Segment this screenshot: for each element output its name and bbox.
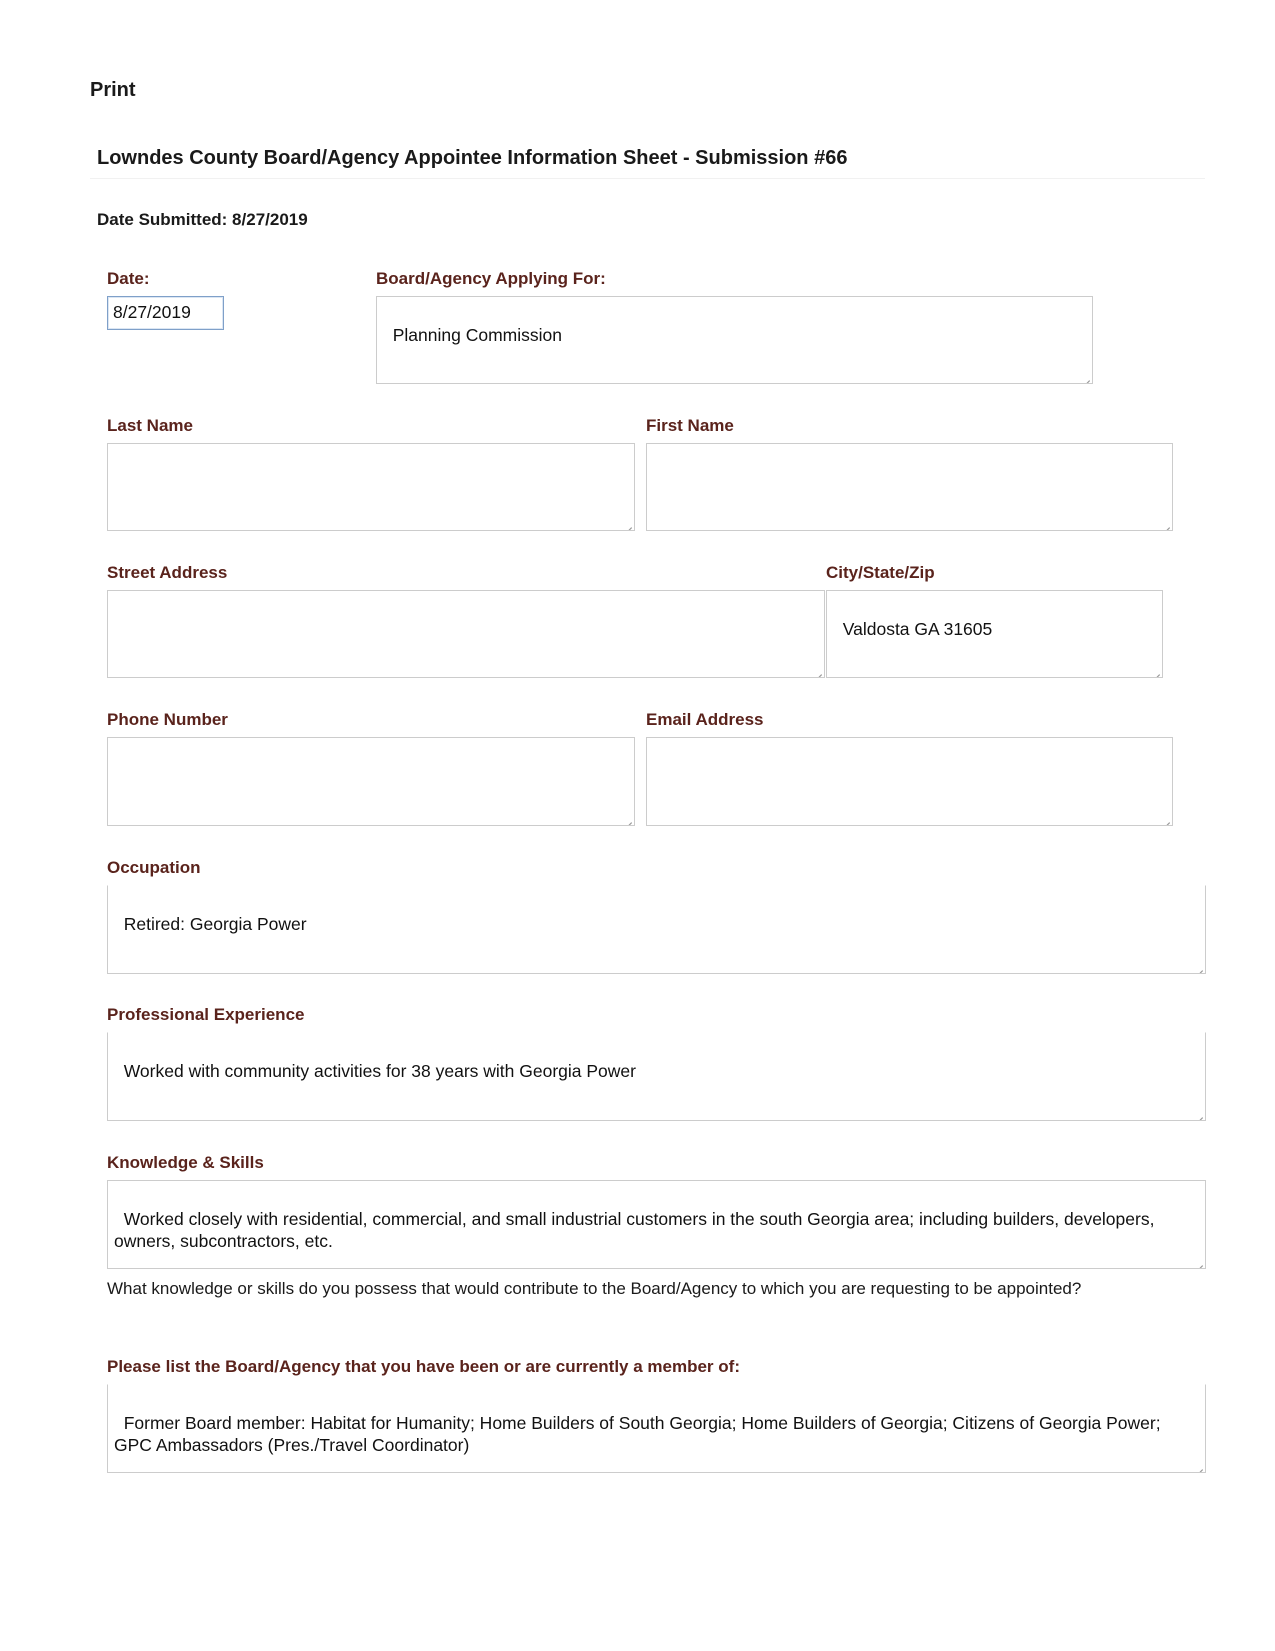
first-name-textarea[interactable] xyxy=(646,443,1173,531)
date-input[interactable]: 8/27/2019 xyxy=(107,296,224,330)
resize-grip-icon[interactable] xyxy=(812,665,822,675)
resize-grip-icon[interactable] xyxy=(1080,371,1090,381)
first-name-label: First Name xyxy=(646,416,734,435)
board-membership-value: Former Board member: Habitat for Humanity; Home Builders of South Georgia; Home Builders of Georgia; Citizens of Georgia Power; GPC Ambassadors (Pres./Travel Coordinator) xyxy=(114,1413,1166,1455)
city-state-zip-label: City/State/Zip xyxy=(826,563,935,582)
resize-grip-icon[interactable] xyxy=(1193,1460,1203,1470)
knowledge-skills-label: Knowledge & Skills xyxy=(107,1153,264,1172)
board-agency-textarea[interactable] xyxy=(376,296,1093,384)
street-address-label: Street Address xyxy=(107,563,228,582)
occupation-label: Occupation xyxy=(107,858,201,877)
last-name-label: Last Name xyxy=(107,416,193,435)
professional-experience-textarea[interactable] xyxy=(107,1032,1206,1121)
occupation-value: Retired: Georgia Power xyxy=(123,914,307,934)
city-state-zip-textarea[interactable] xyxy=(826,590,1163,678)
resize-grip-icon[interactable] xyxy=(1160,518,1170,528)
phone-number-textarea[interactable] xyxy=(107,737,635,826)
print-link[interactable]: Print xyxy=(90,79,136,101)
knowledge-skills-value: Worked closely with residential, commercial, and small industrial customers in the south Georgia area; including builders, developers, owners, subcontractors, etc. xyxy=(114,1209,1160,1251)
resize-grip-icon[interactable] xyxy=(622,518,632,528)
email-address-label: Email Address xyxy=(646,710,764,729)
resize-grip-icon[interactable] xyxy=(1160,813,1170,823)
resize-grip-icon[interactable] xyxy=(1193,961,1203,971)
phone-number-label: Phone Number xyxy=(107,710,228,729)
board-agency-label: Board/Agency Applying For: xyxy=(376,269,606,288)
board-membership-textarea[interactable] xyxy=(107,1384,1206,1473)
board-membership-label: Please list the Board/Agency that you have been or are currently a member of: xyxy=(107,1357,740,1376)
resize-grip-icon[interactable] xyxy=(1193,1108,1203,1118)
occupation-textarea[interactable] xyxy=(107,885,1206,974)
resize-grip-icon[interactable] xyxy=(622,813,632,823)
email-address-textarea[interactable] xyxy=(646,737,1173,826)
street-address-textarea[interactable] xyxy=(107,590,825,678)
city-state-zip-value: Valdosta GA 31605 xyxy=(842,619,993,639)
knowledge-skills-help-text: What knowledge or skills do you possess that would contribute to the Board/Agency to which you are requesting to be appointed? xyxy=(107,1279,1082,1298)
resize-grip-icon[interactable] xyxy=(1150,665,1160,675)
knowledge-skills-textarea[interactable] xyxy=(107,1180,1206,1269)
board-agency-value: Planning Commission xyxy=(392,325,562,345)
last-name-textarea[interactable] xyxy=(107,443,635,531)
date-submitted: Date Submitted: 8/27/2019 xyxy=(97,210,308,229)
professional-experience-value: Worked with community activities for 38 years with Georgia Power xyxy=(123,1061,636,1081)
professional-experience-label: Professional Experience xyxy=(107,1005,305,1024)
date-label: Date: xyxy=(107,269,150,288)
form-title: Lowndes County Board/Agency Appointee Information Sheet - Submission #66 xyxy=(97,147,848,169)
resize-grip-icon[interactable] xyxy=(1193,1256,1203,1266)
title-divider xyxy=(90,178,1205,179)
